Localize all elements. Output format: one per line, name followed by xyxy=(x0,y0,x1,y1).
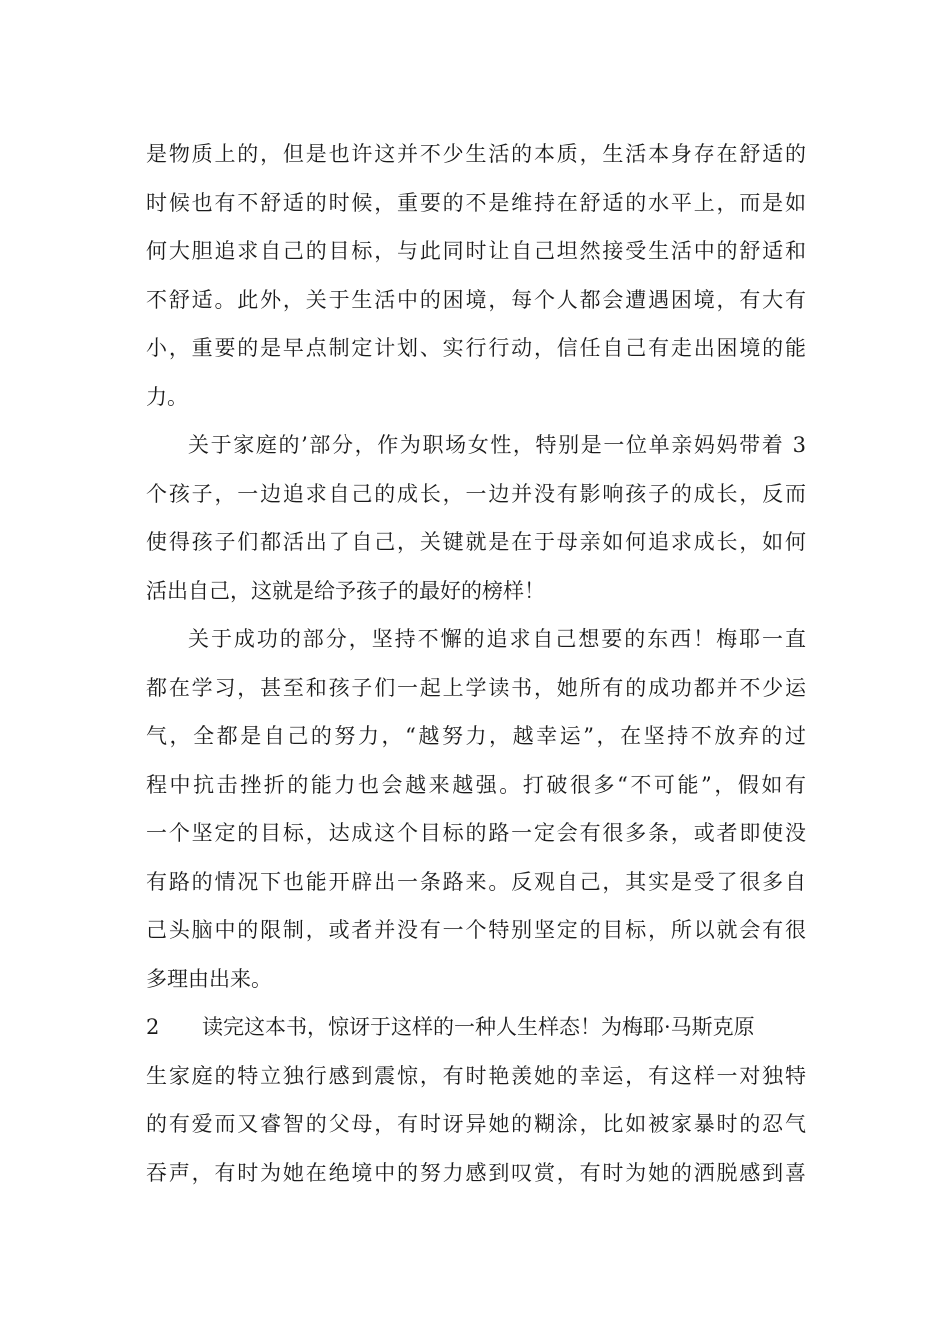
text-line: 生家庭的特立独行感到震惊，有时艳羡她的幸运，有这样一对独特 xyxy=(146,1063,806,1088)
text-line: 一个坚定的目标，达成这个目标的路一定会有很多条，或者即使没 xyxy=(146,821,806,845)
text-line-content: 读完这本书，惊讶于这样的一种人生样态！为梅耶·马斯克原 xyxy=(202,1015,755,1039)
text-line: 的有爱而又睿智的父母，有时讶异她的糊涂，比如被家暴时的忍气 xyxy=(146,1112,806,1136)
text-line: 多理由出来。 xyxy=(146,966,272,991)
text-line: 关于家庭的’部分，作为职场女性，特别是一位单亲妈妈带着 3 xyxy=(188,433,806,457)
text-line: 己头脑中的限制，或者并没有一个特别坚定的目标，所以就会有很 xyxy=(146,918,806,942)
text-line: 都在学习，甚至和孩子们一起上学读书，她所有的成功都并不少运 xyxy=(146,675,806,700)
text-line: 个孩子，一边追求自己的成长，一边并没有影响孩子的成长，反而 xyxy=(146,481,806,506)
text-line: 时候也有不舒适的时候，重要的不是维持在舒适的水平上，而是如 xyxy=(146,190,806,215)
text-line: 是物质上的，但是也许这并不少生活的本质，生活本身存在舒适的 xyxy=(146,142,806,166)
text-line: 气，全都是自己的努力，“越努力，越幸运”，在坚持不放弃的过 xyxy=(146,724,806,748)
text-line: 有路的情况下也能开辟出一条路来。反观自己，其实是受了很多自 xyxy=(146,869,806,894)
section-number: 2 xyxy=(146,1015,160,1039)
text-line: 不舒适。此外，关于生活中的困境，每个人都会遭遇困境，有大有 xyxy=(146,287,806,312)
text-line: 吞声，有时为她在绝境中的努力感到叹赏，有时为她的洒脱感到喜 xyxy=(146,1160,806,1185)
text-line: 活出自己，这就是给予孩子的最好的榜样！ xyxy=(146,578,545,603)
text-line: 程中抗击挫折的能力也会越来越强。打破很多“不可能”，假如有 xyxy=(146,772,806,797)
text-line: 关于成功的部分，坚持不懈的追求自己想要的东西！梅耶一直 xyxy=(188,627,806,651)
body-text xyxy=(146,130,806,1197)
text-line: 小，重要的是早点制定计划、实行行动，信任自己有走出困境的能 xyxy=(146,336,806,360)
text-line: 力。 xyxy=(146,384,188,409)
text-line xyxy=(146,1003,806,1052)
text-line: 使得孩子们都活出了自己，关键就是在于母亲如何追求成长，如何 xyxy=(146,530,806,554)
text-line: 何大胆追求自己的目标，与此同时让自己坦然接受生活中的舒适和 xyxy=(146,239,806,263)
